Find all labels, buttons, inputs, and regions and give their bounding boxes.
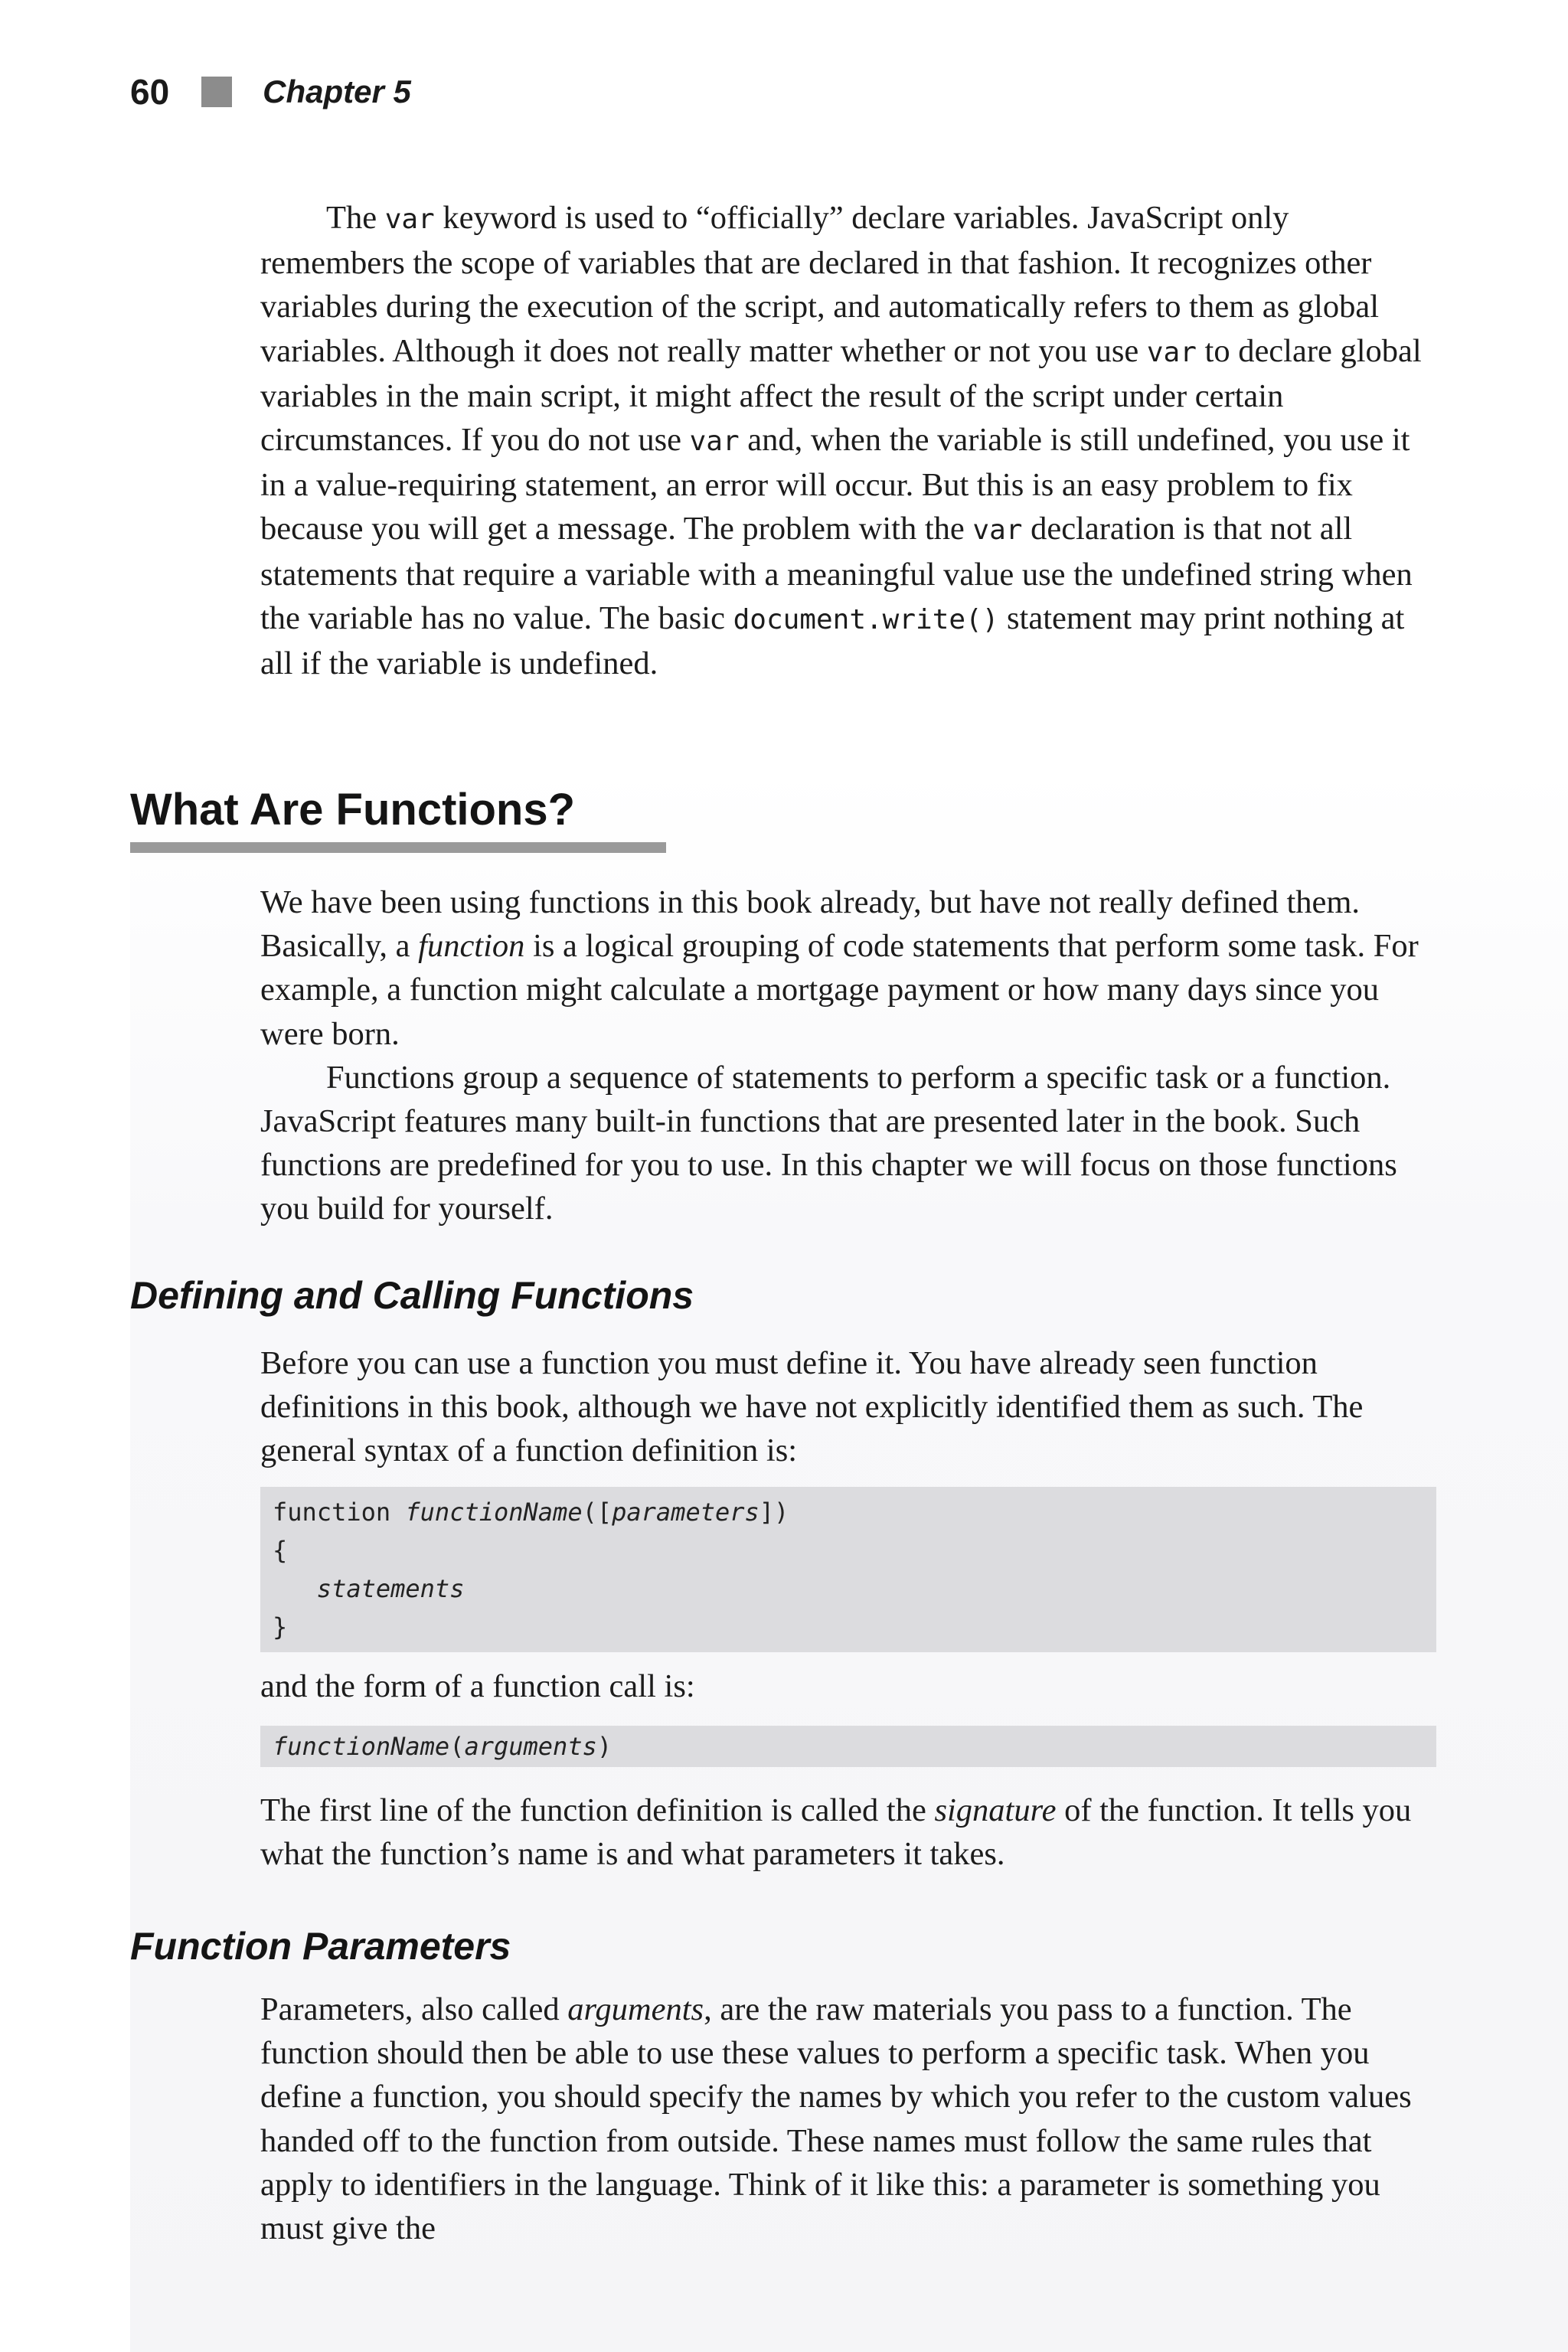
text: Parameters, also called: [260, 1991, 568, 2027]
code-punct: ): [596, 1732, 612, 1761]
code-placeholder: functionName: [405, 1498, 583, 1527]
text: statement may print nothing at all if the variable is undefined.: [260, 599, 1405, 682]
code-line: [273, 1570, 1424, 1608]
code-indent: [273, 1574, 317, 1603]
text: to declare global variables in the main script, it might affect the result of the script under certain circumstances. If you do not use: [260, 332, 1422, 459]
inline-code: var: [689, 426, 740, 458]
running-header: [130, 67, 411, 116]
text: is a logical grouping of code statements that perform some task. For example, a function might calculate a mortgage payment or how many days since you were born.: [260, 928, 1419, 1052]
code-punct: ]): [759, 1498, 789, 1527]
inline-code: var: [1146, 336, 1197, 368]
text: of the function. It tells you what the function’s name is and what parameters it takes.: [260, 1792, 1412, 1873]
paragraph: Functions group a sequence of statements to perform a specific task or a function. JavaScript features many built-in functions that are presented later in the book. Such functions are predefined for you to use. In this chapter we will focus on those functions you build for yourself.: [260, 1059, 1397, 1227]
text: , are the raw materials you pass to a function. The function should then be able to use these values to perform a specific task. When you define a function, you should specify the names by which you refer to the custom values handed off to the function from outside. These names must follow the same rules that apply to identifiers in the language. Think of it like this: a parameter is something you must give the: [260, 1991, 1412, 2247]
text: The: [326, 200, 385, 236]
subheading-defining-calling: Defining and Calling Functions: [130, 1274, 694, 1317]
paragraph: Before you can use a function you must define it. You have already seen function definitions in this book, although we have not explicitly identified them as such. The general syntax of a function definition is:: [260, 1345, 1364, 1469]
paragraph: [260, 1788, 1439, 1876]
emphasis: function: [418, 928, 525, 965]
text: declaration is that not all statements that require a variable with a meaningful value use the undefined string when the variable has no value. The basic: [260, 511, 1413, 636]
section2-signature: [260, 1788, 1439, 1876]
paragraph: [260, 196, 1439, 685]
inline-code: var: [384, 204, 435, 235]
code-line: [273, 1493, 1424, 1531]
code-placeholder: statements: [316, 1574, 465, 1603]
code-line: [273, 1727, 1424, 1766]
subheading-function-parameters: Function Parameters: [130, 1925, 511, 1968]
heading-underline: [130, 842, 666, 853]
text: keyword is used to “officially” declare variables. JavaScript only remembers the scope of variables that are declared in that fashion. It recognizes other variables during the execution of the script, and automatically refers to them as global variables. Although it does not really matter whether or not you use: [260, 200, 1380, 369]
section3-body: [260, 1988, 1439, 2250]
page-number: 60: [130, 72, 170, 112]
code-placeholder: parameters: [612, 1498, 760, 1527]
inline-code: var: [972, 514, 1023, 547]
code-punct: ([: [582, 1498, 612, 1527]
text: We have been using functions in this book already, but have not really defined them. Basically, a: [260, 884, 1361, 965]
section1-body: [260, 880, 1439, 1231]
inline-code: document.write(): [733, 603, 999, 635]
paragraph: and the form of a function call is:: [260, 1668, 695, 1704]
code-block-function-definition: [260, 1487, 1436, 1652]
code-placeholder: arguments: [464, 1732, 597, 1761]
gray-square-icon: [201, 77, 232, 107]
code-line: {: [273, 1536, 288, 1565]
text: The first line of the function definition is called the: [260, 1792, 935, 1828]
chapter-label: Chapter 5: [263, 74, 411, 109]
text: and, when the variable is still undefined, you use it in a value-requiring statement, an error will occur. But this is an easy problem to fix because you will get a message. The problem with the: [260, 422, 1410, 547]
code-block-function-call: [260, 1726, 1436, 1767]
code-punct: (: [449, 1732, 465, 1761]
code-keyword: function: [273, 1498, 406, 1527]
paragraph: [260, 1988, 1439, 2250]
emphasis: arguments: [567, 1991, 704, 2027]
section2-intro: [260, 1341, 1439, 1473]
intro-paragraph: [260, 196, 1439, 685]
section2-call-intro: [260, 1664, 1439, 1708]
section-heading-what-are-functions: What Are Functions?: [130, 785, 576, 835]
paragraph: [260, 880, 1439, 1056]
code-line: }: [273, 1612, 288, 1642]
emphasis: signature: [934, 1792, 1057, 1828]
code-placeholder: functionName: [273, 1732, 450, 1761]
